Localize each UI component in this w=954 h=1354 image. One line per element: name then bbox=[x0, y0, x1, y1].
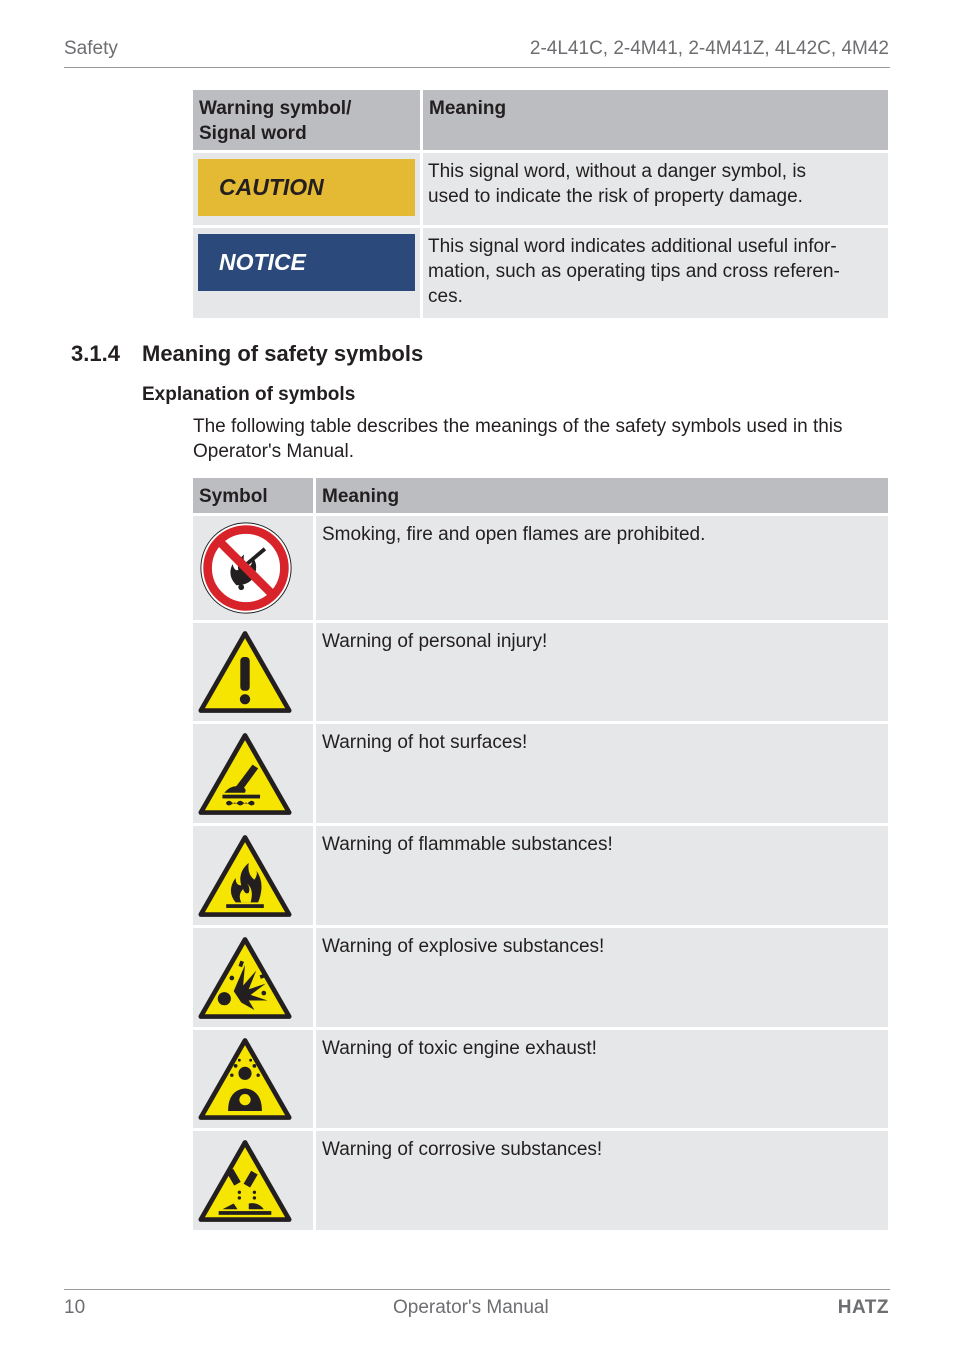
intro-paragraph: The following table describes the meanings of the safety symbols used in this Operator's Manual. bbox=[193, 416, 843, 462]
section-heading: 3.1.4 Meaning of safety symbols bbox=[71, 341, 424, 366]
general-warning-icon bbox=[198, 630, 292, 714]
signal-word-table bbox=[190, 87, 891, 321]
caution-label: CAUTION bbox=[198, 159, 415, 216]
safety-symbol-table bbox=[190, 475, 891, 1233]
notice-label: NOTICE bbox=[198, 234, 415, 291]
toxic-exhaust-icon bbox=[198, 1037, 292, 1121]
table-row bbox=[193, 516, 888, 620]
header-section: Safety bbox=[64, 38, 118, 59]
hot-surface-icon bbox=[198, 732, 292, 816]
symbol-meaning: Warning of flammable substances! bbox=[316, 826, 888, 925]
symbol-meaning: Warning of hot surfaces! bbox=[316, 724, 888, 823]
no-open-flame-icon bbox=[198, 520, 294, 616]
page-number: 10 bbox=[64, 1297, 86, 1318]
footer-rule bbox=[64, 1289, 890, 1290]
notice-meaning: This signal word indicates additional useful infor- mation, such as operating tips and cross referen- ces. bbox=[428, 236, 840, 307]
symbol-table-header-symbol: Symbol bbox=[193, 478, 313, 513]
symbol-meaning: Warning of toxic engine exhaust! bbox=[316, 1030, 888, 1128]
symbol-meaning: Warning of personal injury! bbox=[316, 623, 888, 721]
subheading: Explanation of symbols bbox=[142, 384, 356, 405]
table-row bbox=[193, 1131, 888, 1230]
table-row bbox=[193, 1030, 888, 1128]
symbol-meaning: Warning of corrosive substances! bbox=[316, 1131, 888, 1230]
table-row bbox=[193, 826, 888, 925]
symbol-meaning: Smoking, fire and open flames are prohibited. bbox=[316, 516, 888, 620]
explosive-icon bbox=[198, 936, 292, 1020]
signal-table-header-symbol: Warning symbol/ Signal word bbox=[193, 90, 420, 150]
table-row bbox=[193, 153, 888, 225]
symbol-meaning: Warning of explosive substances! bbox=[316, 928, 888, 1027]
corrosive-icon bbox=[198, 1139, 292, 1223]
brand-logo: HATZ bbox=[837, 1297, 889, 1318]
signal-table-header-meaning: Meaning bbox=[423, 90, 888, 150]
table-row bbox=[193, 928, 888, 1027]
table-row bbox=[193, 228, 888, 318]
table-row bbox=[193, 623, 888, 721]
footer-title: Operator's Manual bbox=[393, 1297, 549, 1318]
header-rule bbox=[64, 67, 890, 68]
table-row bbox=[193, 724, 888, 823]
symbol-table-header-meaning: Meaning bbox=[316, 478, 888, 513]
header-models: 2-4L41C, 2-4M41, 2-4M41Z, 4L42C, 4M42 bbox=[529, 38, 889, 59]
flammable-icon bbox=[198, 834, 292, 918]
caution-meaning: This signal word, without a danger symbol, is used to indicate the risk of property damage. bbox=[428, 161, 807, 207]
